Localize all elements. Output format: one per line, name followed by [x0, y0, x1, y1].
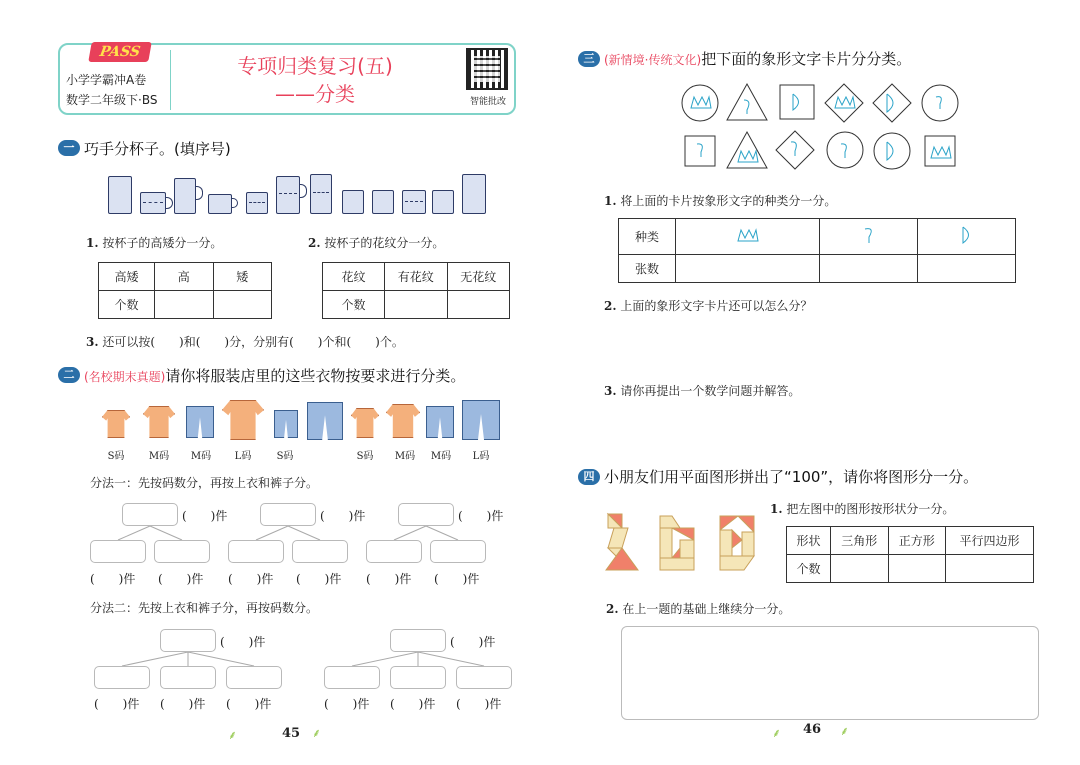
- q4-badge: 四: [578, 469, 600, 485]
- row-label: 个数: [787, 555, 831, 583]
- q4-table: [786, 526, 1034, 583]
- piece-blank: ( )件: [94, 697, 140, 711]
- answer-cell[interactable]: [831, 555, 889, 583]
- piece-blank: ( )件: [434, 572, 480, 586]
- q1-sub1: 1. 按杯子的高矮分一分。: [86, 236, 223, 250]
- piece-blank: ( )件: [160, 697, 206, 711]
- q1-badge: 一: [58, 140, 80, 156]
- size-label: S码: [107, 451, 125, 462]
- q2-method2: 分法二：先按上衣和裤子分，再按码数分。: [90, 601, 319, 615]
- piece-blank: ( )件: [456, 697, 502, 711]
- answer-cell[interactable]: [888, 555, 946, 583]
- piece-blank: ( )件: [320, 509, 366, 523]
- table-header: 高: [155, 263, 214, 291]
- q4-sub1: 1. 把左图中的图形按形状分一分。: [770, 502, 955, 516]
- qr-label: 智能批改: [469, 97, 506, 107]
- page-number-right: 46: [803, 722, 822, 737]
- table-header: 正方形: [888, 527, 946, 555]
- title-line-2: ——分类: [275, 82, 355, 106]
- page-number-left: 45: [282, 726, 301, 741]
- row-label: 个数: [323, 291, 385, 319]
- size-label: M码: [394, 451, 416, 462]
- q1-title: 巧手分杯子。(填序号): [84, 140, 231, 158]
- piece-blank: ( )件: [450, 635, 496, 649]
- pass-logo: PASS: [88, 42, 152, 62]
- size-label: L码: [472, 451, 490, 462]
- q3-sub2: 2. 上面的象形文字卡片还可以怎么分？: [604, 299, 813, 313]
- piece-blank: ( )件: [228, 572, 274, 586]
- piece-blank: ( )件: [182, 509, 228, 523]
- q1-sub3: 3. 还可以按( )和( )分，分别有( )个和( )个。: [86, 335, 404, 349]
- series-name: 小学学霸冲A卷: [66, 73, 147, 87]
- q3-sub1: 1. 将上面的卡片按象形文字的种类分一分。: [604, 194, 837, 208]
- answer-area[interactable]: [621, 626, 1039, 720]
- size-label: S码: [276, 451, 294, 462]
- sprout-icon: ⸙: [840, 724, 850, 738]
- table-header: 花纹: [323, 263, 385, 291]
- size-label: M码: [148, 451, 170, 462]
- q4-title: 小朋友们用平面图形拼出了“100”，请你将图形分一分。: [604, 468, 979, 486]
- piece-blank: ( )件: [390, 697, 436, 711]
- grade-label: 数学二年级下·BS: [66, 93, 158, 107]
- size-label: L码: [234, 451, 252, 462]
- size-label: M码: [190, 451, 212, 462]
- sprout-icon: ⸙: [772, 726, 782, 740]
- q2-badge: 二: [58, 367, 80, 383]
- q2-method1: 分法一：先按码数分，再按上衣和裤子分。: [90, 476, 319, 490]
- table-header: 有花纹: [385, 263, 448, 291]
- table-header: 三角形: [831, 527, 889, 555]
- piece-blank: ( )件: [324, 697, 370, 711]
- piece-blank: ( )件: [158, 572, 204, 586]
- table-header: 平行四边形: [946, 527, 1034, 555]
- table-header: 无花纹: [447, 263, 510, 291]
- table-header: 种类: [619, 219, 676, 255]
- table-header: 高矮: [99, 263, 155, 291]
- q1-sub2: 2. 按杯子的花纹分一分。: [308, 236, 445, 250]
- q3-title: (新情境·传统文化)把下面的象形文字卡片分分类。: [604, 50, 912, 68]
- piece-blank: ( )件: [226, 697, 272, 711]
- sprout-icon: ⸙: [228, 728, 238, 742]
- q3-badge: 三: [578, 51, 600, 67]
- q4-sub2: 2. 在上一题的基础上继续分一分。: [606, 602, 791, 616]
- table-header: 形状: [787, 527, 831, 555]
- title-line-1: 专项归类复习(五): [237, 54, 393, 78]
- row-label: 个数: [99, 291, 155, 319]
- table-header: 矮: [213, 263, 272, 291]
- q3-sub3: 3. 请你再提出一个数学问题并解答。: [604, 384, 801, 398]
- row-label: 张数: [619, 255, 676, 283]
- piece-blank: ( )件: [296, 572, 342, 586]
- size-label: M码: [430, 451, 452, 462]
- piece-blank: ( )件: [90, 572, 136, 586]
- piece-blank: ( )件: [366, 572, 412, 586]
- size-label: S码: [356, 451, 374, 462]
- answer-cell[interactable]: [946, 555, 1034, 583]
- sprout-icon: ⸙: [312, 726, 322, 740]
- piece-blank: ( )件: [458, 509, 504, 523]
- q2-title: (名校期末真题)请你将服装店里的这些衣物按要求进行分类。: [84, 367, 466, 385]
- piece-blank: ( )件: [220, 635, 266, 649]
